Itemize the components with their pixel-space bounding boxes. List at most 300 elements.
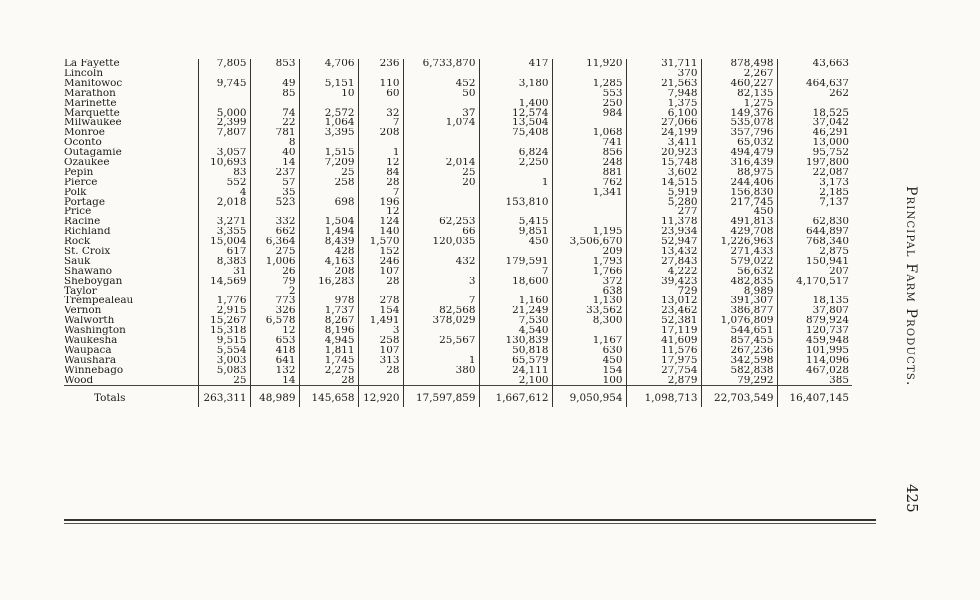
table-cell xyxy=(299,99,358,109)
table-cell: 110 xyxy=(358,79,403,89)
table-cell: 8 xyxy=(250,138,299,148)
table-cell: 4,540 xyxy=(479,326,552,336)
table-cell: 7 xyxy=(358,118,403,128)
table-cell: 316,439 xyxy=(701,158,777,168)
county-name: Waukesha xyxy=(64,335,118,346)
table-cell: 662 xyxy=(250,227,299,237)
table-cell: 3,003 xyxy=(198,356,250,366)
county-name: Monroe xyxy=(64,128,105,139)
table-cell: 28 xyxy=(358,366,403,376)
table-cell: 15,318 xyxy=(198,326,250,336)
table-cell xyxy=(479,286,552,296)
table-cell: 3,271 xyxy=(198,217,250,227)
table-cell: 46,291 xyxy=(777,128,852,138)
table-row xyxy=(64,237,852,247)
table-row xyxy=(64,178,852,188)
table-row xyxy=(64,286,852,296)
table-cell: 332 xyxy=(250,217,299,227)
table-cell xyxy=(403,267,479,277)
county-name: Taylor xyxy=(64,286,97,297)
table-cell: 2,399 xyxy=(198,118,250,128)
table-row xyxy=(64,89,852,99)
table-cell: 120,035 xyxy=(403,237,479,247)
totals-cell: 48,989 xyxy=(250,386,299,408)
county-name: Winnebago xyxy=(64,365,124,376)
table-cell: 450 xyxy=(552,356,626,366)
table-cell: 132 xyxy=(250,366,299,376)
totals-cell: 12,920 xyxy=(358,386,403,408)
table-cell: 140 xyxy=(358,227,403,237)
table-cell: 698 xyxy=(299,197,358,207)
table-cell: 267,236 xyxy=(701,346,777,356)
table-cell: 3,180 xyxy=(479,79,552,89)
table-cell: 246 xyxy=(358,257,403,267)
table-cell: 856 xyxy=(552,148,626,158)
table-cell: 79 xyxy=(250,277,299,287)
table-cell xyxy=(777,99,852,109)
table-cell: 1,515 xyxy=(299,148,358,158)
table-cell: 1 xyxy=(403,356,479,366)
table-row xyxy=(64,108,852,118)
table-cell: 1,074 xyxy=(403,118,479,128)
table-row xyxy=(64,79,852,89)
table-cell: 638 xyxy=(552,286,626,296)
county-name: Price xyxy=(64,207,92,218)
table-row xyxy=(64,217,852,227)
table-cell: 3 xyxy=(358,326,403,336)
table-cell: 57 xyxy=(250,178,299,188)
table-cell: 8,383 xyxy=(198,257,250,267)
totals-label: Totals xyxy=(64,386,198,408)
table-cell: 1,793 xyxy=(552,257,626,267)
table-cell: 179,591 xyxy=(479,257,552,267)
table-cell: 37 xyxy=(403,108,479,118)
table-cell: 277 xyxy=(626,207,701,217)
table-cell: 28 xyxy=(358,178,403,188)
table-cell: 208 xyxy=(358,128,403,138)
table-cell xyxy=(403,326,479,336)
table-cell xyxy=(552,197,626,207)
table-cell: 773 xyxy=(250,296,299,306)
county-name: St. Croix xyxy=(64,246,111,257)
table-cell: 1 xyxy=(479,178,552,188)
table-cell: 8,989 xyxy=(701,286,777,296)
table-cell: 391,307 xyxy=(701,296,777,306)
table-cell: 15,267 xyxy=(198,316,250,326)
county-name: Shawano xyxy=(64,266,113,277)
table-cell: 5,083 xyxy=(198,366,250,376)
table-cell: 552 xyxy=(198,178,250,188)
county-name: Wood xyxy=(64,375,94,386)
table-cell: 25 xyxy=(403,168,479,178)
table-cell: 2,267 xyxy=(701,69,777,79)
table-cell: 27,754 xyxy=(626,366,701,376)
table-cell: 244,406 xyxy=(701,178,777,188)
table-cell: 7,137 xyxy=(777,197,852,207)
table-cell: 16,283 xyxy=(299,277,358,287)
table-cell: 8,300 xyxy=(552,316,626,326)
table-cell: 1,400 xyxy=(479,99,552,109)
table-cell: 50 xyxy=(403,89,479,99)
table-cell: 124 xyxy=(358,217,403,227)
table-cell: 464,637 xyxy=(777,79,852,89)
table-cell: 630 xyxy=(552,346,626,356)
table-row xyxy=(64,296,852,306)
table-cell: 8,267 xyxy=(299,316,358,326)
table-cell: 582,838 xyxy=(701,366,777,376)
table-cell: 644,897 xyxy=(777,227,852,237)
table-cell xyxy=(403,138,479,148)
table-cell: 378,029 xyxy=(403,316,479,326)
table-row xyxy=(64,138,852,148)
table-cell: 2,014 xyxy=(403,158,479,168)
table-cell: 10,693 xyxy=(198,158,250,168)
table-cell: 107 xyxy=(358,346,403,356)
table-row xyxy=(64,267,852,277)
table-cell: 7,948 xyxy=(626,89,701,99)
table-cell: 1,068 xyxy=(552,128,626,138)
table-cell: 494,479 xyxy=(701,148,777,158)
table-cell: 15,004 xyxy=(198,237,250,247)
table-cell: 31,711 xyxy=(626,59,701,69)
county-name: Polk xyxy=(64,187,87,198)
table-cell: 3,411 xyxy=(626,138,701,148)
table-cell: 984 xyxy=(552,108,626,118)
table-cell: 741 xyxy=(552,138,626,148)
table-cell: 878,498 xyxy=(701,59,777,69)
table-cell: 156,830 xyxy=(701,188,777,198)
table-cell: 26 xyxy=(250,267,299,277)
table-cell: 14 xyxy=(250,158,299,168)
table-cell: 385 xyxy=(777,376,852,386)
county-name: Lincoln xyxy=(64,68,104,79)
table-cell: 40 xyxy=(250,148,299,158)
table-cell: 768,340 xyxy=(777,237,852,247)
county-name: Marathon xyxy=(64,88,116,99)
table-cell: 450 xyxy=(701,207,777,217)
table-cell: 857,455 xyxy=(701,336,777,346)
table-row xyxy=(64,207,852,217)
table-cell: 4 xyxy=(198,188,250,198)
table-cell xyxy=(777,69,852,79)
table-cell: 1,285 xyxy=(552,79,626,89)
table-cell: 879,924 xyxy=(777,316,852,326)
table-cell: 17,975 xyxy=(626,356,701,366)
county-name: Pierce xyxy=(64,177,98,188)
table-row xyxy=(64,346,852,356)
table-cell: 7,209 xyxy=(299,158,358,168)
county-name: Waupaca xyxy=(64,345,112,356)
table-cell xyxy=(403,69,479,79)
table-row xyxy=(64,247,852,257)
table-cell: 853 xyxy=(250,59,299,69)
table-cell xyxy=(479,207,552,217)
county-name: Waushara xyxy=(64,355,117,366)
table-cell xyxy=(198,89,250,99)
table-cell: 2,018 xyxy=(198,197,250,207)
county-name: Ozaukee xyxy=(64,157,110,168)
table-cell: 149,376 xyxy=(701,108,777,118)
table-row xyxy=(64,326,852,336)
table-cell: 1,006 xyxy=(250,257,299,267)
table-cell xyxy=(552,207,626,217)
table-cell: 12,574 xyxy=(479,108,552,118)
table-cell: 208 xyxy=(299,267,358,277)
table-cell: 12 xyxy=(358,207,403,217)
table-cell xyxy=(403,128,479,138)
table-cell: 37,042 xyxy=(777,118,852,128)
table-cell: 27,066 xyxy=(626,118,701,128)
table-cell: 7,805 xyxy=(198,59,250,69)
table-cell: 3,355 xyxy=(198,227,250,237)
table-cell xyxy=(198,69,250,79)
table-cell: 258 xyxy=(358,336,403,346)
table-cell: 417 xyxy=(479,59,552,69)
table-cell: 95,752 xyxy=(777,148,852,158)
county-name: Portage xyxy=(64,197,105,208)
table-cell: 114,096 xyxy=(777,356,852,366)
table-row xyxy=(64,197,852,207)
table-cell: 14 xyxy=(250,376,299,386)
table-cell: 18,135 xyxy=(777,296,852,306)
table-cell: 52,381 xyxy=(626,316,701,326)
table-cell: 153,810 xyxy=(479,197,552,207)
table-row xyxy=(64,99,852,109)
table-cell: 1,811 xyxy=(299,346,358,356)
table-cell: 65,579 xyxy=(479,356,552,366)
table-cell xyxy=(299,207,358,217)
table-cell: 5,000 xyxy=(198,108,250,118)
table-cell: 60 xyxy=(358,89,403,99)
table-cell: 154 xyxy=(552,366,626,376)
county-name: Pepin xyxy=(64,167,94,178)
table-cell: 2,875 xyxy=(777,247,852,257)
table-cell: 1,491 xyxy=(358,316,403,326)
table-cell: 3,395 xyxy=(299,128,358,138)
table-cell: 617 xyxy=(198,247,250,257)
table-cell: 22 xyxy=(250,118,299,128)
table-row xyxy=(64,128,852,138)
table-cell: 236 xyxy=(358,59,403,69)
table-cell xyxy=(403,99,479,109)
table-cell: 428 xyxy=(299,247,358,257)
table-cell: 15,748 xyxy=(626,158,701,168)
table-cell xyxy=(250,99,299,109)
table-row xyxy=(64,356,852,366)
county-name: Milwaukee xyxy=(64,118,122,129)
table-cell: 62,253 xyxy=(403,217,479,227)
table-cell: 35 xyxy=(250,188,299,198)
table-cell: 7 xyxy=(479,267,552,277)
table-cell xyxy=(403,148,479,158)
bottom-rule-thin xyxy=(64,523,876,524)
table-cell: 1,570 xyxy=(358,237,403,247)
table-row xyxy=(64,306,852,316)
table-cell: 1,130 xyxy=(552,296,626,306)
table-cell: 5,151 xyxy=(299,79,358,89)
table-cell: 130,839 xyxy=(479,336,552,346)
table-cell: 6,100 xyxy=(626,108,701,118)
table-cell xyxy=(358,286,403,296)
table-cell xyxy=(403,207,479,217)
county-name: La Fayette xyxy=(64,59,120,69)
table-cell: 39,423 xyxy=(626,277,701,287)
page-number: 425 xyxy=(903,484,921,513)
table-cell: 1,375 xyxy=(626,99,701,109)
table-cell: 2,275 xyxy=(299,366,358,376)
table-cell: 258 xyxy=(299,178,358,188)
table-cell: 5,554 xyxy=(198,346,250,356)
table-cell: 85 xyxy=(250,89,299,99)
table-cell: 978 xyxy=(299,296,358,306)
table-cell: 62,830 xyxy=(777,217,852,227)
county-name: Outagamie xyxy=(64,148,122,158)
table-cell xyxy=(250,69,299,79)
table-cell xyxy=(198,138,250,148)
table-cell: 4,163 xyxy=(299,257,358,267)
table-cell: 250 xyxy=(552,99,626,109)
table-cell: 9,515 xyxy=(198,336,250,346)
table-cell: 248 xyxy=(552,158,626,168)
running-title: Principal Farm Products. xyxy=(903,186,919,387)
table-cell: 553 xyxy=(552,89,626,99)
table-cell: 429,708 xyxy=(701,227,777,237)
table-cell: 31 xyxy=(198,267,250,277)
table-cell: 196 xyxy=(358,197,403,207)
table-cell: 881 xyxy=(552,168,626,178)
table-row xyxy=(64,376,852,386)
table-cell: 1,766 xyxy=(552,267,626,277)
county-name: Marinette xyxy=(64,98,117,109)
statistics-table xyxy=(64,59,852,407)
table-cell: 33,562 xyxy=(552,306,626,316)
table-cell: 523 xyxy=(250,197,299,207)
table-cell: 6,364 xyxy=(250,237,299,247)
table-cell: 1 xyxy=(358,148,403,158)
table-cell: 1,341 xyxy=(552,188,626,198)
table-cell: 7,807 xyxy=(198,128,250,138)
table-cell: 5,919 xyxy=(626,188,701,198)
table-cell: 9,745 xyxy=(198,79,250,89)
table-cell: 20,923 xyxy=(626,148,701,158)
table-cell: 207 xyxy=(777,267,852,277)
table-cell: 271,433 xyxy=(701,247,777,257)
table-cell: 1,494 xyxy=(299,227,358,237)
table-cell: 2,250 xyxy=(479,158,552,168)
county-name: Vernon xyxy=(64,306,102,317)
table-cell: 418 xyxy=(250,346,299,356)
table-cell xyxy=(403,197,479,207)
table-cell: 278 xyxy=(358,296,403,306)
table-cell: 3,602 xyxy=(626,168,701,178)
table-cell: 152 xyxy=(358,247,403,257)
table-cell: 2,100 xyxy=(479,376,552,386)
county-name: Sauk xyxy=(64,256,91,267)
table-cell xyxy=(479,168,552,178)
totals-cell: 16,407,145 xyxy=(777,386,852,408)
table-row xyxy=(64,316,852,326)
table-cell: 3,057 xyxy=(198,148,250,158)
table-cell: 386,877 xyxy=(701,306,777,316)
table-cell: 1,167 xyxy=(552,336,626,346)
table-cell: 482,835 xyxy=(701,277,777,287)
totals-cell: 1,098,713 xyxy=(626,386,701,408)
table-row xyxy=(64,336,852,346)
table-cell xyxy=(358,138,403,148)
table-cell: 2,915 xyxy=(198,306,250,316)
table-cell xyxy=(299,188,358,198)
table-cell: 6,824 xyxy=(479,148,552,158)
table-cell: 107 xyxy=(358,267,403,277)
table-cell: 50,818 xyxy=(479,346,552,356)
totals-row xyxy=(64,386,852,408)
table-cell xyxy=(552,69,626,79)
table-cell xyxy=(198,207,250,217)
table-cell xyxy=(299,69,358,79)
table-cell: 781 xyxy=(250,128,299,138)
table-cell: 150,941 xyxy=(777,257,852,267)
table-row xyxy=(64,277,852,287)
table-cell: 6,733,870 xyxy=(403,59,479,69)
table-cell xyxy=(479,188,552,198)
table-cell: 7 xyxy=(358,188,403,198)
county-name: Richland xyxy=(64,227,111,238)
table-cell: 12 xyxy=(358,158,403,168)
table-cell: 14,569 xyxy=(198,277,250,287)
table-cell: 9,851 xyxy=(479,227,552,237)
table-cell: 217,745 xyxy=(701,197,777,207)
table-cell xyxy=(250,207,299,217)
table-cell: 641 xyxy=(250,356,299,366)
table-cell: 4,706 xyxy=(299,59,358,69)
table-cell: 37,807 xyxy=(777,306,852,316)
table-cell: 5,415 xyxy=(479,217,552,227)
county-name: Walworth xyxy=(64,316,115,327)
table-cell: 18,525 xyxy=(777,108,852,118)
county-name: Washington xyxy=(64,326,126,336)
table-cell: 27,843 xyxy=(626,257,701,267)
table-cell xyxy=(358,69,403,79)
table-cell: 83 xyxy=(198,168,250,178)
table-cell: 14,515 xyxy=(626,178,701,188)
table-row xyxy=(64,148,852,158)
table-cell: 1,275 xyxy=(701,99,777,109)
table-cell: 197,800 xyxy=(777,158,852,168)
table-cell: 120,737 xyxy=(777,326,852,336)
county-name: Rock xyxy=(64,237,91,247)
table-cell xyxy=(479,138,552,148)
table-cell xyxy=(552,118,626,128)
table-cell: 10 xyxy=(299,89,358,99)
table-cell: 1,504 xyxy=(299,217,358,227)
table-cell xyxy=(479,89,552,99)
table-cell: 49 xyxy=(250,79,299,89)
table-cell xyxy=(299,138,358,148)
table-cell: 1,195 xyxy=(552,227,626,237)
table-cell: 28 xyxy=(358,277,403,287)
table-cell: 43,663 xyxy=(777,59,852,69)
table-cell: 370 xyxy=(626,69,701,79)
table-cell: 372 xyxy=(552,277,626,287)
table-cell: 22,087 xyxy=(777,168,852,178)
table-cell xyxy=(198,99,250,109)
table-cell: 313 xyxy=(358,356,403,366)
totals-cell: 22,703,549 xyxy=(701,386,777,408)
table-cell: 1,737 xyxy=(299,306,358,316)
county-name: Sheboygan xyxy=(64,276,123,287)
table-cell: 11,576 xyxy=(626,346,701,356)
table-cell: 1,160 xyxy=(479,296,552,306)
